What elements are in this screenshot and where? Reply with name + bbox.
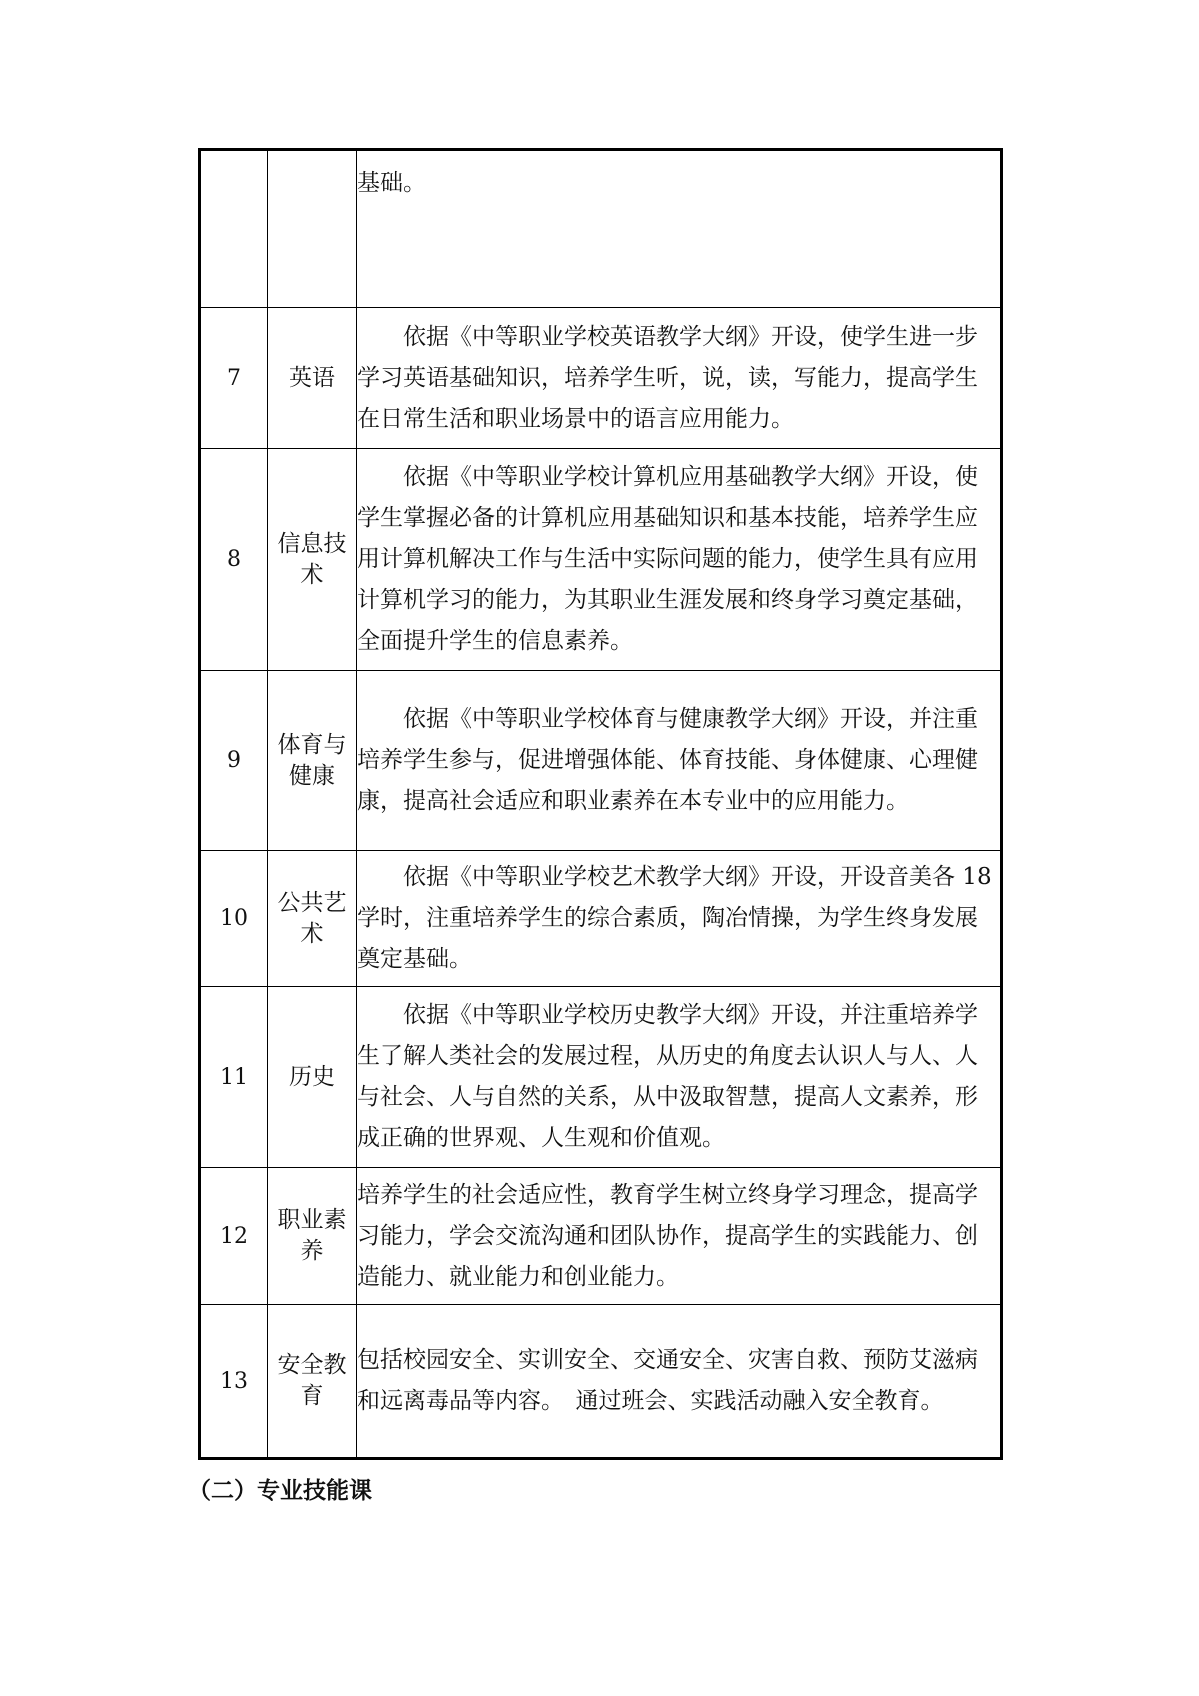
public-course-table <box>198 148 1003 1460</box>
row-number: 11 <box>200 987 268 1168</box>
course-description: 培养学生的社会适应性，教育学生树立终身学习理念，提高学习能力，学会交流沟通和团队协作，提高学生的实践能力、创造能力、就业能力和创业能力。 <box>357 1168 1002 1305</box>
table-row <box>200 308 1002 449</box>
course-description: 依据《中等职业学校计算机应用基础教学大纲》开设，使学生掌握必备的计算机应用基础知识和基本技能，培养学生应用计算机解决工作与生活中实际问题的能力，使学生具有应用计算机学习的能力，为其职业生涯发展和终身学习奠定基础，全面提升学生的信息素养。 <box>357 449 1002 671</box>
course-name: 英语 <box>268 308 357 449</box>
course-name: 公共艺术 <box>268 851 357 987</box>
row-number: 13 <box>200 1305 268 1459</box>
course-name: 安全教育 <box>268 1305 357 1459</box>
table-row <box>200 1305 1002 1459</box>
course-description: 依据《中等职业学校体育与健康教学大纲》开设，并注重培养学生参与，促进增强体能、体育技能、身体健康、心理健康，提高社会适应和职业素养在本专业中的应用能力。 <box>357 671 1002 851</box>
row-number: 7 <box>200 308 268 449</box>
row-number <box>200 150 268 308</box>
section-heading: （二）专业技能课 <box>188 1478 372 1504</box>
course-name: 信息技术 <box>268 449 357 671</box>
row-number: 12 <box>200 1168 268 1305</box>
course-name: 历史 <box>268 987 357 1168</box>
table-row <box>200 671 1002 851</box>
course-description: 基础。 <box>357 150 1002 308</box>
table-row <box>200 987 1002 1168</box>
course-description: 包括校园安全、实训安全、交通安全、灾害自救、预防艾滋病和远离毒品等内容。 通过班会、实践活动融入安全教育。 <box>357 1305 1002 1459</box>
course-description: 依据《中等职业学校英语教学大纲》开设，使学生进一步学习英语基础知识，培养学生听，说，读，写能力，提高学生在日常生活和职业场景中的语言应用能力。 <box>357 308 1002 449</box>
row-number: 8 <box>200 449 268 671</box>
course-name: 体育与健康 <box>268 671 357 851</box>
row-number: 9 <box>200 671 268 851</box>
course-name: 职业素养 <box>268 1168 357 1305</box>
course-description: 依据《中等职业学校历史教学大纲》开设，并注重培养学生了解人类社会的发展过程，从历史的角度去认识人与人、人与社会、人与自然的关系，从中汲取智慧，提高人文素养，形成正确的世界观、人生观和价值观。 <box>357 987 1002 1168</box>
table-row <box>200 449 1002 671</box>
course-name <box>268 150 357 308</box>
row-number: 10 <box>200 851 268 987</box>
table-row <box>200 150 1002 308</box>
table-row <box>200 1168 1002 1305</box>
table-row <box>200 851 1002 987</box>
course-description: 依据《中等职业学校艺术教学大纲》开设，开设音美各 18 学时，注重培养学生的综合素质，陶冶情操，为学生终身发展奠定基础。 <box>357 851 1002 987</box>
